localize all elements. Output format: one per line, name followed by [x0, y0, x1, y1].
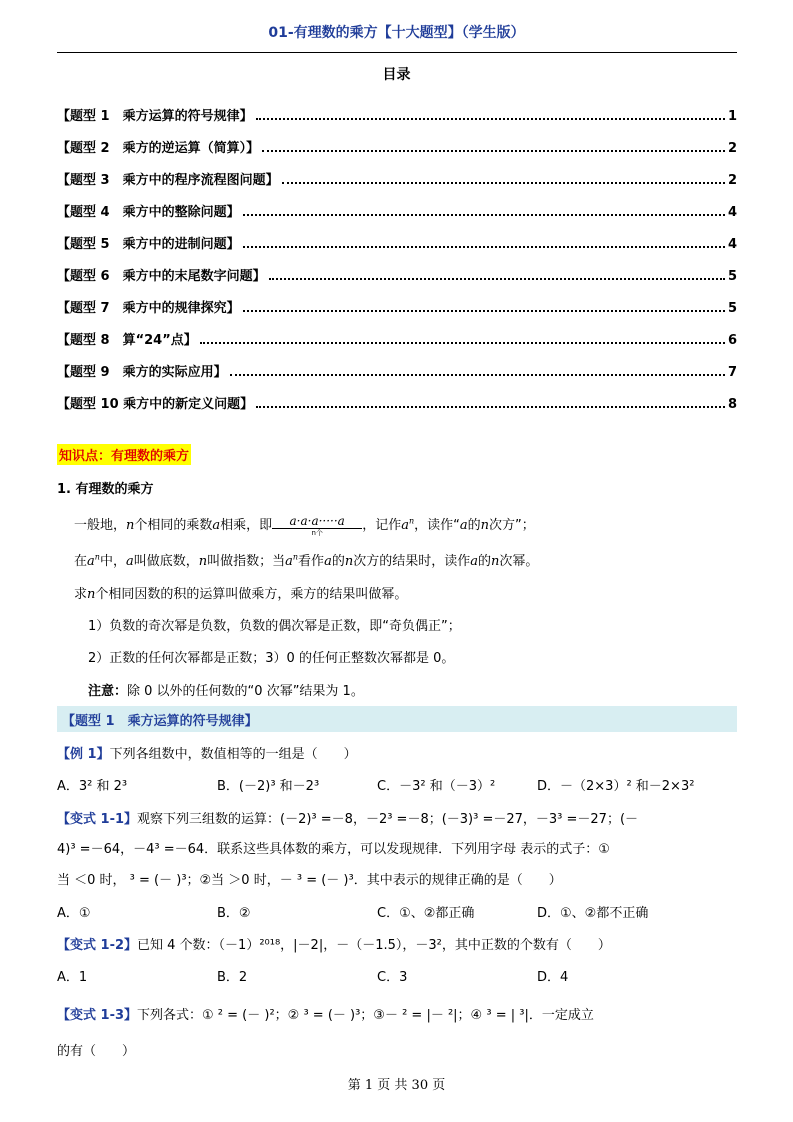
toc-row-1[interactable] — [57, 92, 737, 124]
toc-row-8[interactable] — [57, 316, 737, 348]
product-expression: a·a·a·····a n个 — [272, 514, 362, 537]
variant-1-1-line-1: 【变式 1-1】观察下列三组数的运算：(－2)³ =－8，－2³ =－8；(－3)³ =－27，－3³ =－27；(－ — [57, 812, 639, 827]
variant-1-2: 【变式 1-2】已知 4 个数：（－1）²⁰¹⁸，|－2|，－（－1.5），－3²，其中正数的个数有（ ） — [57, 938, 611, 953]
toc-row-2[interactable] — [57, 124, 737, 156]
toc-page: 4 — [727, 237, 737, 252]
option-a[interactable]: A．3² 和 2³ — [57, 779, 128, 794]
section-heading: 1. 有理数的乘方 — [57, 482, 154, 497]
toc-row-6[interactable] — [57, 252, 737, 284]
definition-line-3: 求n个相同因数的积的运算叫做乘方，乘方的结果叫做幂。 — [74, 587, 408, 602]
toc-page: 8 — [727, 397, 737, 412]
option-d[interactable]: D．－（2×3）² 和－2×3² — [537, 779, 695, 794]
variant-1-3-line-1: 【变式 1-3】下列各式：① ² = (－ )²；② ³ = (－ )³；③－ ² = |－ ²|；④ ³ = | ³|．一定成立 — [57, 1008, 594, 1023]
option-c[interactable]: C．－3² 和（－3）² — [377, 779, 496, 794]
example-1: 【例 1】下列各组数中，数值相等的一组是（ ） — [57, 747, 357, 762]
toc-label: 【题型 5 乘方中的进制问题】 — [57, 237, 240, 252]
knowledge-point-heading: 知识点：有理数的乘方 — [57, 444, 191, 465]
toc-leader — [200, 341, 725, 344]
toc-leader — [243, 213, 725, 216]
toc-row-4[interactable] — [57, 188, 737, 220]
toc-page: 5 — [727, 301, 737, 316]
type1-heading: 【题型 1 乘方运算的符号规律】 — [62, 714, 258, 729]
toc-leader — [243, 309, 725, 312]
header-rule — [57, 52, 737, 53]
variant-1-3-line-2: 的有（ ） — [57, 1044, 136, 1059]
page-header-title: 01-有理数的乘方【十大题型】（学生版） — [268, 25, 525, 41]
option-c[interactable]: C．3 — [377, 970, 408, 985]
page-footer: 第 1 页 共 30 页 — [347, 1078, 446, 1093]
rule-2: 2）正数的任何次幂都是正数；3）0 的任何正整数次幂都是 0。 — [88, 651, 455, 666]
toc-page: 1 — [727, 109, 737, 124]
option-a[interactable]: A．1 — [57, 970, 88, 985]
option-b[interactable]: B．2 — [217, 970, 248, 985]
toc-row-5[interactable] — [57, 220, 737, 252]
note: 注意：除 0 以外的任何数的“0 次幂”结果为 1。 — [88, 684, 364, 699]
toc-label: 【题型 7 乘方中的规律探究】 — [57, 301, 240, 316]
toc-row-10[interactable] — [57, 380, 737, 412]
toc-row-3[interactable] — [57, 156, 737, 188]
toc-page: 2 — [727, 141, 737, 156]
toc-page: 4 — [727, 205, 737, 220]
toc-label: 【题型 6 乘方中的末尾数字问题】 — [57, 269, 266, 284]
toc-leader — [256, 117, 725, 120]
toc-leader — [243, 245, 725, 248]
toc-leader — [256, 405, 725, 408]
toc-label: 【题型 2 乘方的逆运算（简算）】 — [57, 141, 260, 156]
definition-line-2: 在$a^n$中，a叫做底数，n叫做指数；当$a^n$看作a的n次方的结果时，读作a的n次幂。 — [74, 552, 539, 569]
toc-leader — [230, 373, 725, 376]
toc-label: 【题型 1 乘方运算的符号规律】 — [57, 109, 253, 124]
option-d[interactable]: D．①、②都不正确 — [537, 906, 649, 921]
rule-1: 1）负数的奇次幂是负数，负数的偶次幂是正数，即“奇负偶正”； — [88, 619, 461, 634]
toc-label: 【题型 3 乘方中的程序流程图问题】 — [57, 173, 279, 188]
toc-leader — [262, 149, 725, 152]
toc-label: 【题型 4 乘方中的整除问题】 — [57, 205, 240, 220]
option-d[interactable]: D．4 — [537, 970, 569, 985]
toc-label: 【题型 9 乘方的实际应用】 — [57, 365, 227, 380]
toc-page: 7 — [727, 365, 737, 380]
toc-page: 5 — [727, 269, 737, 284]
table-of-contents — [57, 92, 737, 412]
definition-line-1: 一般地，n个相同的乘数a相乘，即 a·a·a·····a n个 ，记作$a^n$，读作“a的n次方”； — [74, 514, 535, 537]
toc-label: 【题型 10 乘方中的新定义问题】 — [57, 397, 254, 412]
toc-row-9[interactable] — [57, 348, 737, 380]
option-c[interactable]: C．①、②都正确 — [377, 906, 475, 921]
option-b[interactable]: B．② — [217, 906, 251, 921]
toc-leader — [269, 277, 725, 280]
toc-label: 【题型 8 算“24”点】 — [57, 333, 197, 348]
toc-leader — [282, 181, 725, 184]
toc-title: 目录 — [382, 67, 411, 83]
toc-row-7[interactable] — [57, 284, 737, 316]
variant-1-1-line-3: 当 ＜0 时， ³ = (－ )³；②当 ＞0 时，－ ³ = (－ )³．其中表示的规律正确的是（ ） — [57, 873, 562, 888]
toc-page: 2 — [727, 173, 737, 188]
option-b[interactable]: B．(－2)³ 和－2³ — [217, 779, 320, 794]
variant-1-1-line-2: 4)³ =－64，－4³ =－64．联系这些具体数的乘方，可以发现规律．下列用字母 表示的式子：① — [57, 842, 610, 857]
option-a[interactable]: A．① — [57, 906, 91, 921]
toc-page: 6 — [727, 333, 737, 348]
